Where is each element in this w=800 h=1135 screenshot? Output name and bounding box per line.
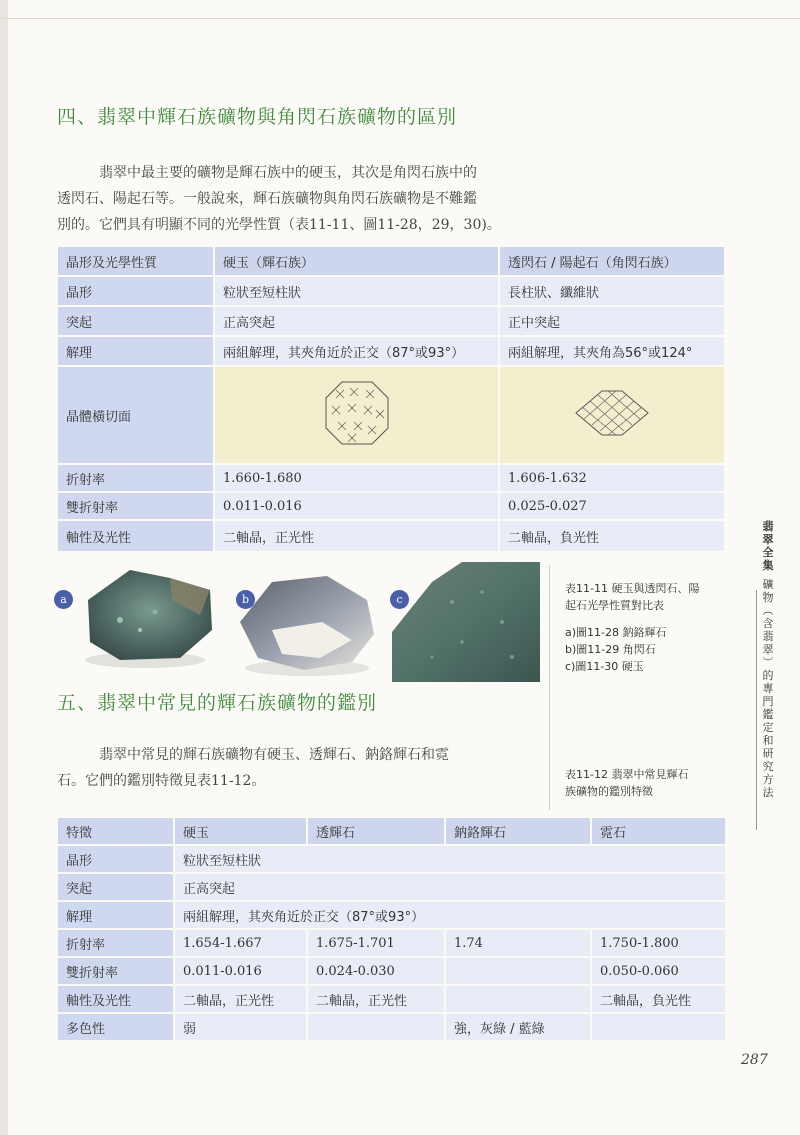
amphibole-cross-section <box>500 367 724 463</box>
subtitle-char: 鑑 <box>762 708 774 721</box>
header-cell: 晶形及光學性質 <box>58 247 213 275</box>
cell: 0.024-0.030 <box>308 958 444 984</box>
cell: 1.654-1.667 <box>175 930 306 956</box>
row-label: 晶體橫切面 <box>58 367 213 463</box>
running-sidebar <box>760 520 776 799</box>
photo-badge-a: a <box>54 590 73 609</box>
subtitle-char: 定 <box>762 721 774 734</box>
cell: 0.011-0.016 <box>215 493 498 519</box>
header-cell: 透輝石 <box>308 818 444 844</box>
subtitle-char: 研 <box>762 747 774 760</box>
cell: 0.011-0.016 <box>175 958 306 984</box>
cell: 二軸晶，正光性 <box>175 986 306 1012</box>
amphibole-cleavage-diagram <box>572 383 652 443</box>
cell <box>308 1014 444 1040</box>
para-line: 翡翠中常見的輝石族礦物有硬玉、透輝石、鈉鉻輝石和霓 <box>99 747 449 763</box>
table-11-12-caption <box>565 766 688 800</box>
section4-paragraph <box>57 160 547 238</box>
caption-line: a)圖11-28 鈉鉻輝石 <box>565 626 667 639</box>
series-char: 集 <box>762 559 774 572</box>
header-cell: 霓石 <box>592 818 725 844</box>
header-cell: 特徵 <box>58 818 173 844</box>
subtitle-char: 翠 <box>762 643 774 656</box>
table-11-11-caption <box>565 580 699 675</box>
row-label: 突起 <box>58 874 173 900</box>
subtitle-char: 翡 <box>762 630 774 643</box>
para-line: 石。它們的鑑別特徵見表11-12。 <box>57 773 266 789</box>
series-char: 翠 <box>762 533 774 546</box>
row-label: 突起 <box>58 307 213 335</box>
row-label: 折射率 <box>58 465 213 491</box>
subtitle-char: 物 <box>762 591 774 604</box>
cell: 強，灰綠 / 藍綠 <box>446 1014 590 1040</box>
cell: 1.675-1.701 <box>308 930 444 956</box>
para-line: 翡翠中最主要的礦物是輝石族中的硬玉，其次是角閃石族中的 <box>99 165 477 181</box>
row-label: 晶形 <box>58 846 173 872</box>
caption-line: 起石光學性質對比表 <box>565 599 664 612</box>
photo-badge-c: c <box>390 590 409 609</box>
cell: 1.606-1.632 <box>500 465 724 491</box>
photo-b-amphibole <box>232 570 382 680</box>
pyroxene-cleavage-diagram <box>322 378 392 448</box>
header-cell: 硬玉 <box>175 818 306 844</box>
row-label: 解理 <box>58 337 213 365</box>
cell: 0.050-0.060 <box>592 958 725 984</box>
photo-a-sodium-chromium-pyroxene <box>60 560 220 680</box>
cell: 二軸晶，負光性 <box>592 986 725 1012</box>
cell <box>592 1014 725 1040</box>
page-edge <box>0 0 8 1135</box>
section4-title: 四、翡翠中輝石族礦物與角閃石族礦物的區別 <box>57 106 458 128</box>
caption-line: b)圖11-29 角閃石 <box>565 643 656 656</box>
subtitle-char: 門 <box>762 695 774 708</box>
cell: 粒狀至短柱狀 <box>175 846 725 872</box>
cell: 二軸晶，正光性 <box>215 521 498 551</box>
subtitle-char: 究 <box>762 760 774 773</box>
cell: 弱 <box>175 1014 306 1040</box>
cell: 0.025-0.027 <box>500 493 724 519</box>
cell: 1.660-1.680 <box>215 465 498 491</box>
cell: 兩組解理，其夾角近於正交（87°或93°） <box>215 337 498 365</box>
sidebar-rule <box>756 590 757 830</box>
subtitle-char: 方 <box>762 773 774 786</box>
pyroxene-identification-table <box>56 816 727 1042</box>
cell: 二軸晶，正光性 <box>308 986 444 1012</box>
page-number: 287 <box>741 1052 768 1068</box>
header-cell: 鈉鉻輝石 <box>446 818 590 844</box>
cell: 粒狀至短柱狀 <box>215 277 498 305</box>
cell: 兩組解理，其夾角為56°或124° <box>500 337 724 365</box>
series-char: 翡 <box>762 520 774 533</box>
subtitle-char: 的 <box>762 669 774 682</box>
cell <box>446 986 590 1012</box>
row-label: 晶形 <box>58 277 213 305</box>
optical-comparison-table <box>56 245 726 553</box>
header-cell: 透閃石 / 陽起石（角閃石族） <box>500 247 724 275</box>
header-cell: 硬玉（輝石族） <box>215 247 498 275</box>
photo-c-jadeite <box>392 562 540 682</box>
cell <box>446 958 590 984</box>
row-label: 雙折射率 <box>58 493 213 519</box>
subtitle-char: ︵ <box>762 604 774 617</box>
photo-badge-b: b <box>236 590 255 609</box>
cell: 長柱狀、纖維狀 <box>500 277 724 305</box>
section5-paragraph <box>57 742 537 794</box>
caption-line: 表11-11 硬玉與透閃石、陽 <box>565 582 700 595</box>
row-label: 折射率 <box>58 930 173 956</box>
cell: 正高突起 <box>215 307 498 335</box>
subtitle-char: 專 <box>762 682 774 695</box>
subtitle-char: 法 <box>762 786 774 799</box>
subtitle-char: 和 <box>762 734 774 747</box>
row-label: 軸性及光性 <box>58 986 173 1012</box>
row-label: 多色性 <box>58 1014 173 1040</box>
cell: 兩組解理，其夾角近於正交（87°或93°） <box>175 902 725 928</box>
subtitle-char: 礦 <box>762 578 774 591</box>
series-char: 全 <box>762 546 774 559</box>
section5-title: 五、翡翠中常見的輝石族礦物的鑑別 <box>57 692 378 714</box>
cell: 1.74 <box>446 930 590 956</box>
cell: 二軸晶，負光性 <box>500 521 724 551</box>
caption-line: 表11-12 翡翠中常見輝石 <box>565 768 689 781</box>
subtitle-char: 含 <box>762 617 774 630</box>
caption-line: 族礦物的鑑別特徵 <box>565 785 653 798</box>
cell: 正高突起 <box>175 874 725 900</box>
row-label: 雙折射率 <box>58 958 173 984</box>
subtitle-char: ︶ <box>762 656 774 669</box>
row-label: 解理 <box>58 902 173 928</box>
row-label: 軸性及光性 <box>58 521 213 551</box>
cell: 1.750-1.800 <box>592 930 725 956</box>
cell: 正中突起 <box>500 307 724 335</box>
caption-divider <box>549 565 550 810</box>
caption-line: c)圖11-30 硬玉 <box>565 660 644 673</box>
para-line: 別的。它們具有明顯不同的光學性質（表11-11、圖11-28，29，30)。 <box>57 217 501 233</box>
top-rule <box>0 18 800 19</box>
para-line: 透閃石、陽起石等。一般說來，輝石族礦物與角閃石族礦物是不難鑑 <box>57 191 477 207</box>
pyroxene-cross-section <box>215 367 498 463</box>
